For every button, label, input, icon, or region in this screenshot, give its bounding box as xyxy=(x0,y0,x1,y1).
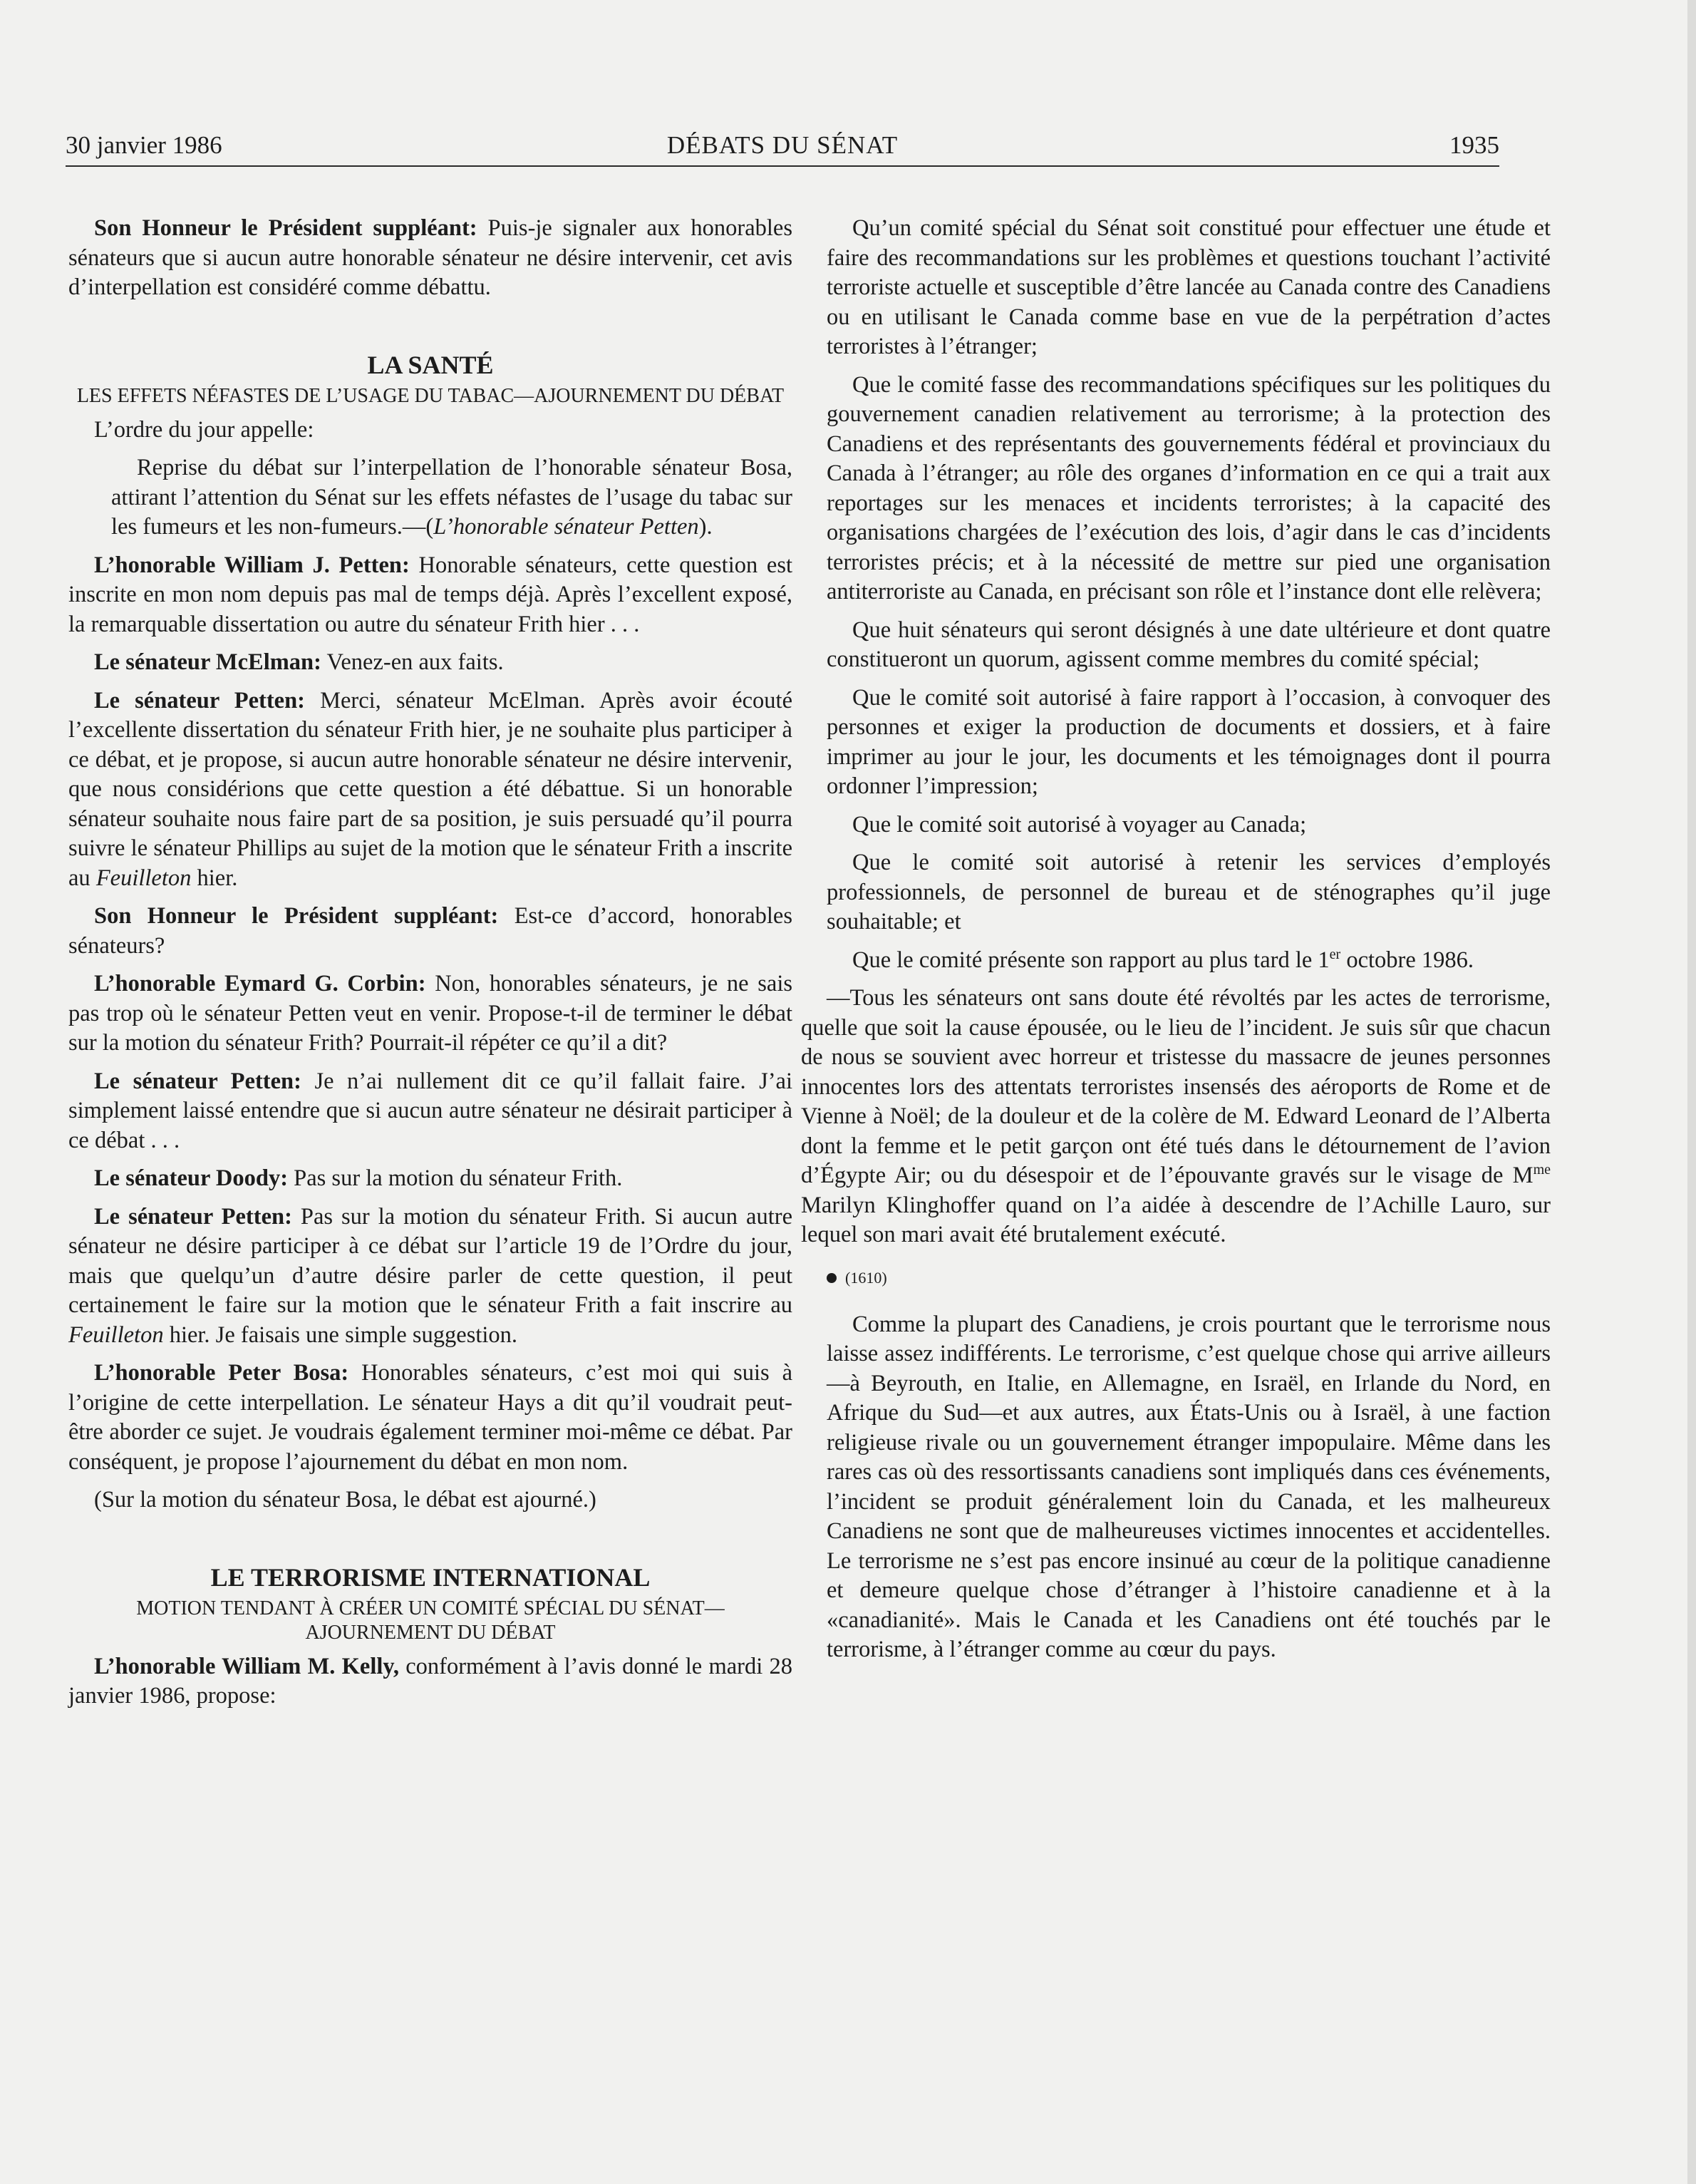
speech-text: Honorables sénateurs, c’est moi qui suis à l’origine de cette interpellation. Le sénateur Hays a dit qu’il voudrait peut-être aborder ce sujet. Je voudrais également terminer moi-même ce débat. Par conséquent, je propose l’ajournement du débat en mon nom. xyxy=(68,1360,792,1475)
paragraph xyxy=(68,1652,792,1711)
speech-text: Est-ce d’accord, honorables sénateurs? xyxy=(68,903,792,959)
motion-clause: Que huit sénateurs qui seront désignés à une date ultérieure et dont quatre constitueront un quorum, agissent comme membres du comité spécial; xyxy=(827,617,1551,672)
section-subtitle-motion: MOTION TENDANT À CRÉER UN COMITÉ SPÉCIAL DU SÉNAT—AJOURNEMENT DU DÉBAT xyxy=(136,1597,725,1644)
superscript: me xyxy=(1533,1162,1551,1178)
speech-text: Pas sur la motion du sénateur Frith. xyxy=(288,1165,623,1191)
paragraph xyxy=(68,1202,792,1351)
paragraph xyxy=(68,1067,792,1156)
motion-clause: Qu’un comité spécial du Sénat soit constitué pour effectuer une étude et faire des recommandations sur les problèmes et questions touchant l’activité terroriste actuelle et susceptible d’être lancée au Canada contre des Canadiens ou en utilisant le Canada comme base en vue de la perpétration d’actes terroristes à l’étranger; xyxy=(827,215,1551,359)
clause-end: octobre 1986. xyxy=(1340,947,1474,973)
time-marker xyxy=(827,1267,1551,1289)
quote-text: Reprise du débat sur l’interpellation de l’honorable sénateur Bosa, attirant l’attention du Sénat sur les effets néfastes de l’usage du tabac sur les fumeurs et les non-fumeurs.—( xyxy=(111,455,792,540)
speaker-name: L’honorable William J. Petten: xyxy=(94,552,410,578)
page-header xyxy=(66,127,1499,164)
order-quote xyxy=(111,453,792,542)
speech-italic: Feuilleton xyxy=(68,1322,164,1348)
speech-text: Venez-en aux faits. xyxy=(321,649,504,675)
paragraph xyxy=(68,686,792,894)
quote-italic: L’honorable sénateur Petten xyxy=(433,514,699,540)
paragraph xyxy=(801,984,1551,1250)
motion-clause: Que le comité soit autorisé à voyager au Canada; xyxy=(852,811,1307,838)
speaker-name: Son Honneur le Président suppléant: xyxy=(94,215,477,241)
paragraph xyxy=(68,902,792,961)
adjournment-note: (Sur la motion du sénateur Bosa, le débat est ajourné.) xyxy=(94,1487,596,1513)
speaker-name: L’honorable Eymard G. Corbin: xyxy=(94,971,426,996)
speaker-name: Le sénateur Petten: xyxy=(94,1203,292,1230)
speech-text: —Tous les sénateurs ont sans doute été révoltés par les actes de terrorisme, quelle que soit la cause épousée, ou le lieu de l’incident. Je suis sûr que chacun de nous se souvient avec horreur et tristesse du massacre de jeunes personnes innocentes lors des attentats terroristes insensés des aéroports de Rome et de Vienne à Noël; de la douleur et de la colère de M. Edward Leonard de l’Alberta dont la femme et le petit garçon ont été tués dans le détournement de l’avion d’Égypte Air; ou du désespoir et de l’épouvante gravés sur le visage de M xyxy=(801,985,1551,1188)
right-column xyxy=(801,214,1551,1674)
clause-text: Que le comité présente son rapport au plus tard le 1 xyxy=(852,947,1330,973)
speaker-name: L’honorable Peter Bosa: xyxy=(94,1360,349,1386)
speech-text: Pas sur la motion du sénateur Frith. Si aucun autre sénateur ne désire participer à ce débat sur l’article 19 de l’Ordre du jour, mais que quelqu’un d’autre désire parler de cette question, il peut certainement le faire sur la motion que le sénateur Frith a fait inscrire au xyxy=(68,1203,792,1318)
speaker-name: Son Honneur le Président suppléant: xyxy=(94,903,499,929)
header-date: 30 janvier 1986 xyxy=(66,131,222,159)
paragraph xyxy=(68,551,792,640)
section-subtitle-tabac: LES EFFETS NÉFASTES DE L’USAGE DU TABAC—AJOURNEMENT DU DÉBAT xyxy=(76,384,785,407)
paragraph xyxy=(68,1359,792,1477)
header-title: DÉBATS DU SÉNAT xyxy=(666,131,899,159)
speech-text: Puis-je signaler aux honorables sénateurs que si aucun autre honorable sénateur ne désire intervenir, cet avis d’interpellation est considéré comme débattu. xyxy=(68,215,793,300)
speaker-name: Le sénateur Petten: xyxy=(94,687,306,714)
speech-end: hier. xyxy=(191,865,238,891)
order-of-day: L’ordre du jour appelle: xyxy=(94,416,314,443)
scan-edge xyxy=(1687,0,1696,2184)
speaker-name: L’honorable William M. Kelly, xyxy=(94,1653,399,1679)
section-title-sante: LA SANTÉ xyxy=(367,350,494,379)
paragraph: Comme la plupart des Canadiens, je crois pourtant que le terrorisme nous laisse assez indifférents. Le terrorisme, c’est quelque chose qui arrive ailleurs—à Beyrouth, en Italie, en Allemagne, en Israël, en Irlande du Nord, en Afrique du Sud—et aux autres, aux États-Unis ou à Israël, à une faction religieuse rivale ou un gouvernement étranger impopulaire. Même dans les rares cas où des ressortissants canadiens sont impliqués dans ces événements, l’incident se produit généralement loin du Canada, et les malheureux Canadiens ne sont que de malheureuses victimes innocentes et accidentelles. Le terrorisme ne s’est pas encore insinué au cœur de la politique canadienne et demeure quelque chose d’étranger à l’histoire canadienne et à la «canadianité». Mais le Canada et les Canadiens ont été touchés par le terrorisme, à l’étranger comme au cœur du pays. xyxy=(827,1311,1551,1662)
time-marker-text: (1610) xyxy=(845,1268,887,1287)
quote-end: ). xyxy=(698,514,713,540)
speech-end: hier. Je faisais une simple suggestion. xyxy=(163,1322,518,1348)
motion-clause: Que le comité soit autorisé à retenir les services d’employés professionnels, de personnel de bureau et de sténographes qu’il juge souhaitable; et xyxy=(827,850,1551,934)
speech-italic: Feuilleton xyxy=(95,865,192,891)
paragraph xyxy=(68,969,792,1058)
speech-text: Non, honorables sénateurs, je ne sais pas trop où le sénateur Petten veut en venir. Propose-t-il de terminer le débat sur la motion du sénateur Frith? Pourrait-il répéter ce qu’il a dit? xyxy=(68,971,792,1056)
paragraph xyxy=(68,648,792,678)
bullet-icon xyxy=(827,1273,837,1283)
motion-clause xyxy=(827,946,1551,976)
paragraph xyxy=(68,214,792,303)
section-title-terrorisme: LE TERRORISME INTERNATIONAL xyxy=(210,1562,651,1592)
speaker-name: Le sénateur Doody: xyxy=(94,1165,289,1191)
speech-text: Je n’ai nullement dit ce qu’il fallait faire. J’ai simplement laissé entendre que si aucun autre sénateur ne désirait participer à ce débat . . . xyxy=(68,1068,793,1153)
left-column xyxy=(68,214,792,1720)
speech-end: Marilyn Klinghoffer quand on l’a aidée à descendre de l’Achille Lauro, sur lequel son mari avait été brutalement exécuté. xyxy=(801,1192,1551,1247)
speaker-name: Le sénateur Petten: xyxy=(94,1068,301,1094)
speech-text: Honorable sénateurs, cette question est inscrite en mon nom depuis pas mal de temps déjà. Après l’excellent exposé, la remarquable dissertation ou autre du sénateur Frith hier . . . xyxy=(68,552,792,637)
speech-text: Merci, sénateur McElman. Après avoir écouté l’excellente dissertation du sénateur Frith hier, je ne souhaite plus participer à ce débat, et je propose, si aucun autre honorable sénateur ne désire intervenir, que nous considérions que cette question a été débattue. Si un honorable sénateur souhaite nous faire part de sa position, je suis persuadé qu’il pourra suivre le sénateur Phillips au sujet de la motion que le sénateur Frith a inscrite au xyxy=(68,687,792,891)
paragraph xyxy=(68,1164,792,1194)
speech-text: conformément à l’avis donné le mardi 28 janvier 1986, propose: xyxy=(68,1653,792,1709)
superscript: er xyxy=(1329,946,1341,962)
motion-clause: Que le comité fasse des recommandations spécifiques sur les politiques du gouvernement canadien relativement au terrorisme; à la protection des Canadiens et des représentants des gouvernements fédéral et provinciaux du Canada à l’étranger; au rôle des organes d’information en ce qui a trait aux reportages sur les menaces et incidents terroristes; à la capacité des organisations chargées de l’exécution des lois, d’agir dans le cas d’incidents terroristes précis; et à la nécessité de mettre sur pied une organisation antiterroriste au Canada, en précisant son rôle et l’instance dont elle relèvera; xyxy=(827,371,1551,604)
header-page-number: 1935 xyxy=(1449,131,1499,159)
header-rule xyxy=(66,165,1499,167)
speaker-name: Le sénateur McElman: xyxy=(94,649,321,675)
motion-clause: Que le comité soit autorisé à faire rapport à l’occasion, à convoquer des personnes et exiger la production de documents et dossiers, et à faire imprimer au jour le jour, les documents et les témoignages dont il pourra ordonner l’impression; xyxy=(827,684,1551,799)
